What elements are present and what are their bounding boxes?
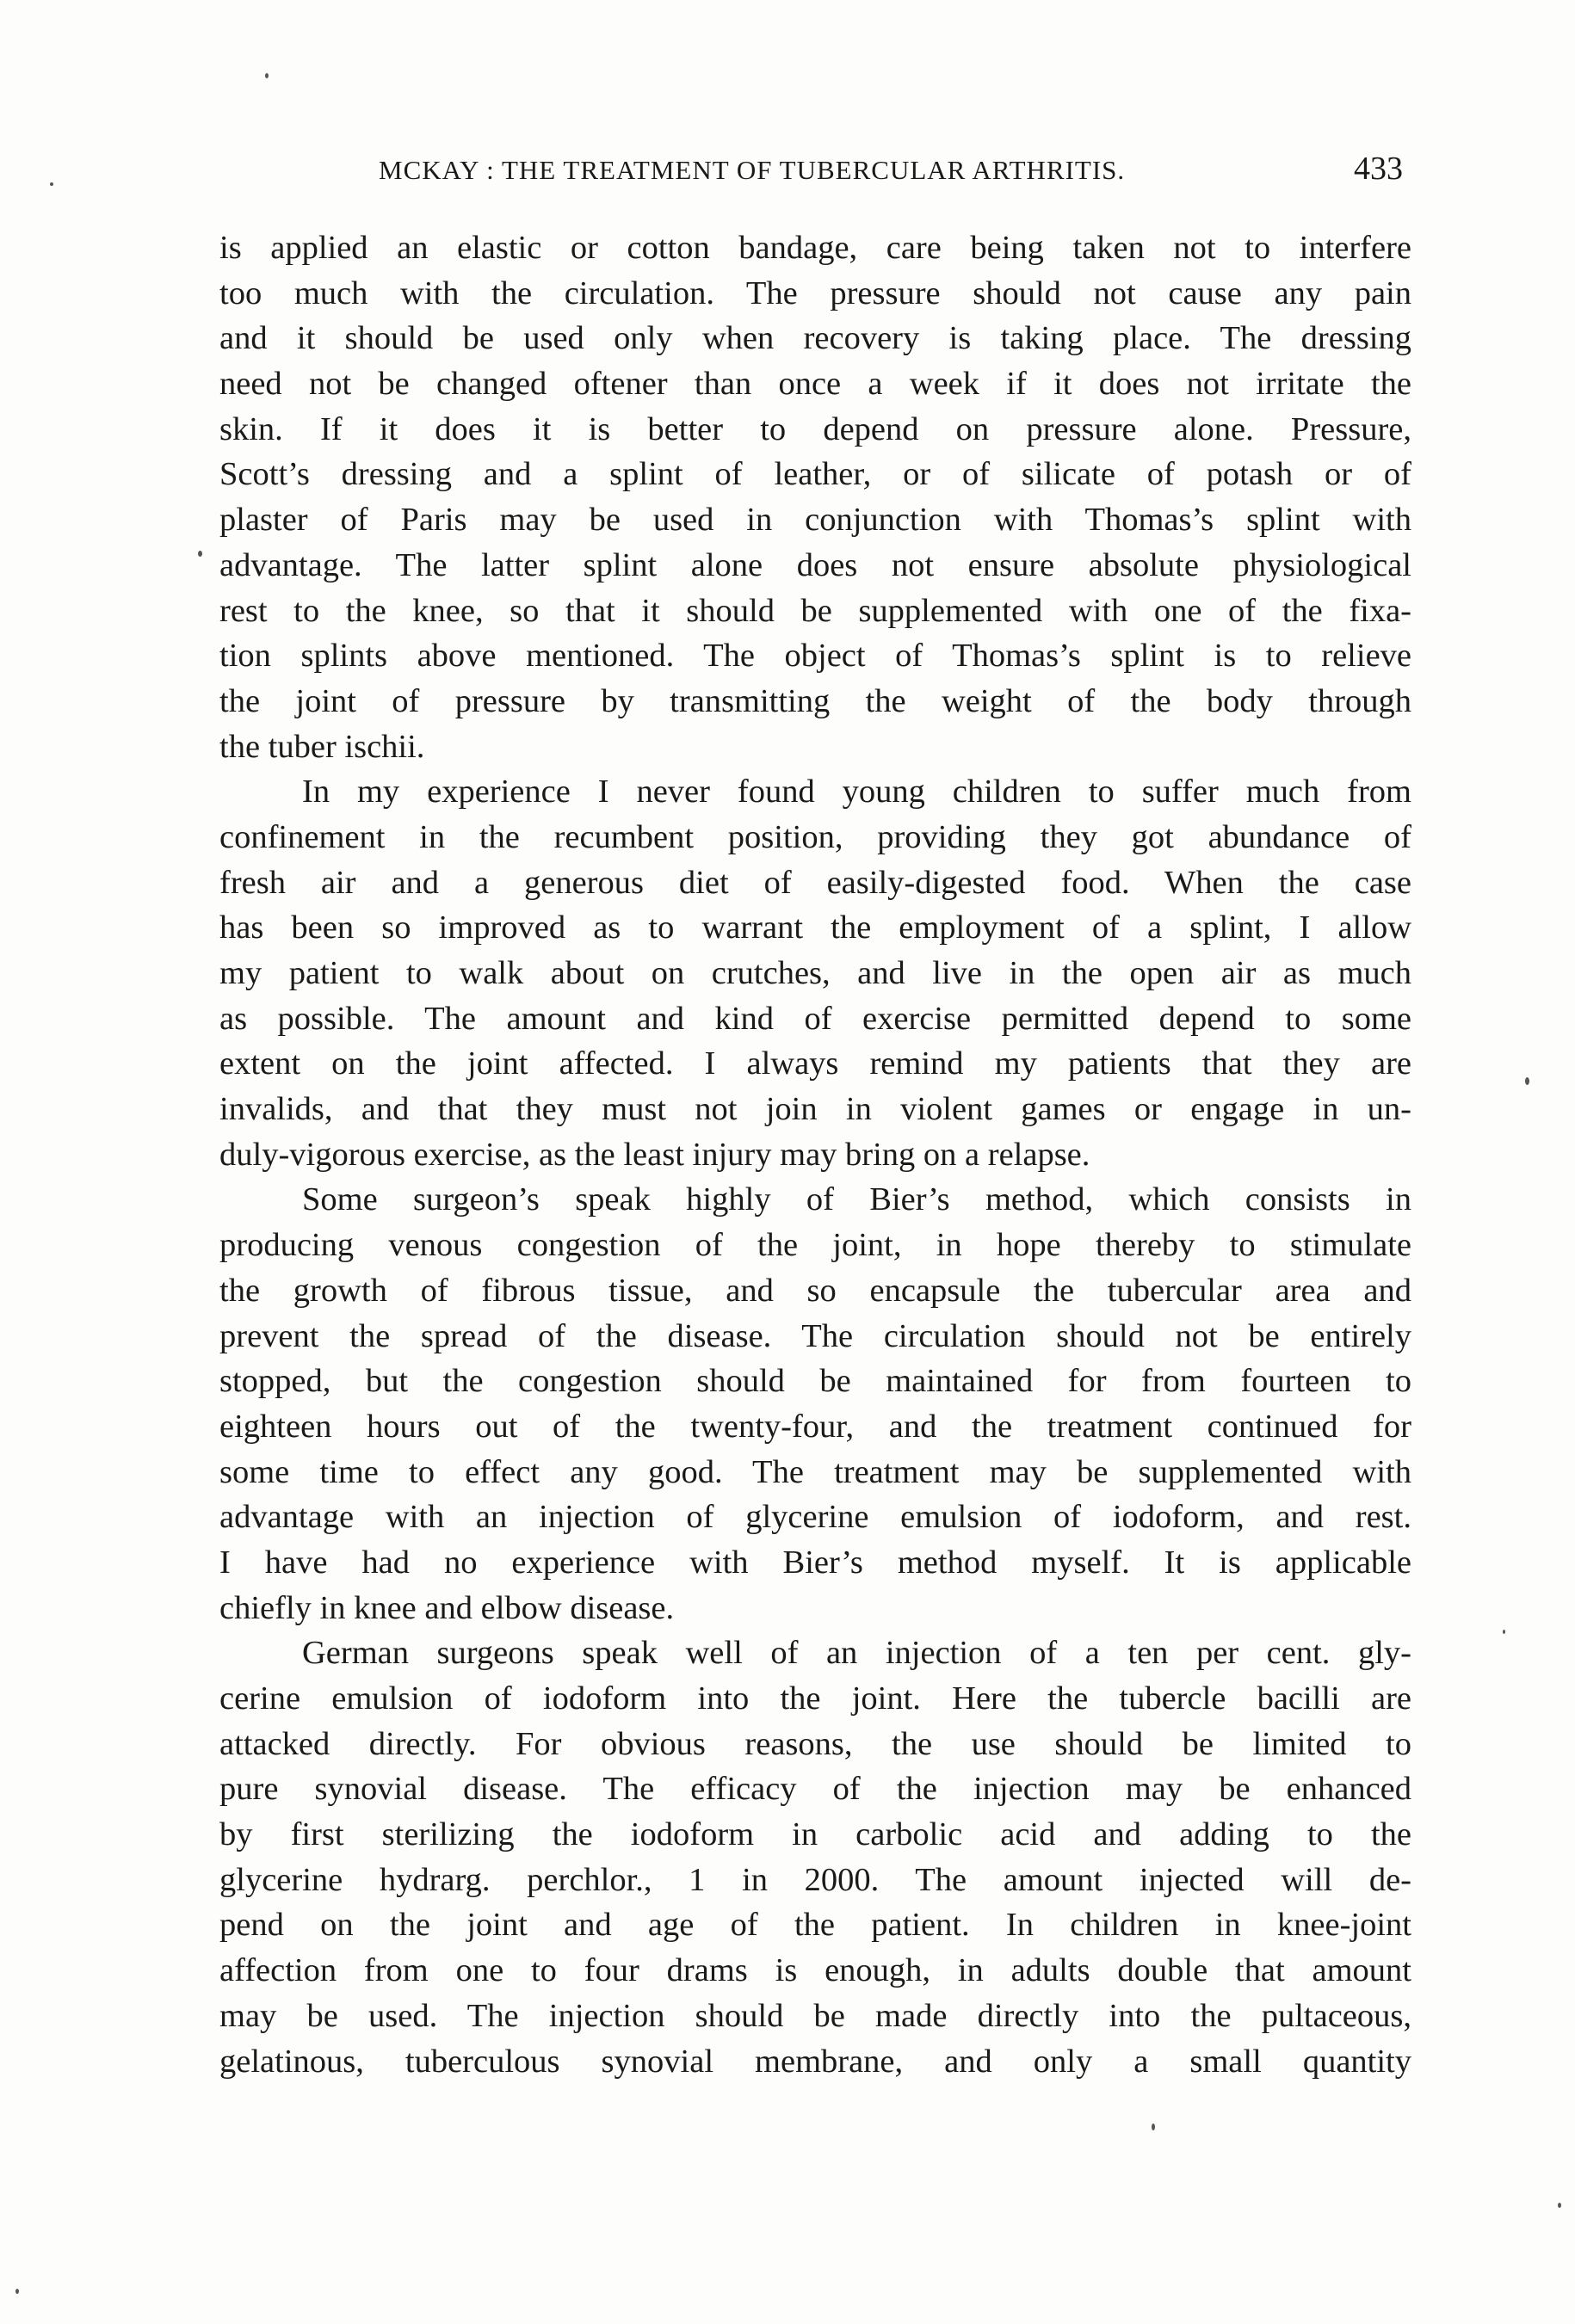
text-line: some time to effect any good. The treatment may be supplemented with [219,1453,1411,1490]
paragraph-3 [219,1177,1411,1630]
text-line: Scott’s dressing and a splint of leather, or of silicate of potash or of [219,456,1411,493]
text-line: invalids, and that they must not join in violent games or engage in un- [219,1091,1411,1128]
text-line: too much with the circulation. The pressure should not cause any pain [219,274,1411,311]
text-line: tion splints above mentioned. The object of Thomas’s splint is to relieve [219,638,1411,675]
text-line: plaster of Paris may be used in conjunction with Thomas’s splint with [219,502,1411,539]
scan-speck [198,551,202,557]
scan-speck [1558,2203,1561,2208]
text-line: attacked directly. For obvious reasons, the use should be limited to [219,1725,1411,1762]
scan-speck [1503,1630,1505,1634]
text-line: fresh air and a generous diet of easily-digested food. When the case [219,864,1411,901]
text-line: is applied an elastic or cotton bandage, care being taken not to interfere [219,230,1411,266]
scan-speck [15,2289,19,2294]
text-line: gelatinous, tuberculous synovial membrane, and only a small quantity [219,2043,1411,2080]
text-line: stopped, but the congestion should be maintained for from fourteen to [219,1363,1411,1400]
text-line: my patient to walk about on crutches, and live in the open air as much [219,955,1411,991]
text-line: producing venous congestion of the joint, in hope thereby to stimulate [219,1227,1411,1264]
page-number: 433 [1354,151,1403,187]
text-line: the joint of pressure by transmitting the weight of the body through [219,682,1411,719]
scan-speck [50,182,53,186]
text-line: as possible. The amount and kind of exercise permitted depend to some [219,1000,1411,1037]
body-text [219,225,1411,2084]
text-line: eighteen hours out of the twenty-four, and the treatment continued for [219,1408,1411,1445]
running-title: MCKAY : THE TREATMENT OF TUBERCULAR ARTHRITIS. [379,155,1126,185]
text-line: Some surgeon’s speak highly of Bier’s method, which consists in [302,1181,1411,1218]
text-line: pure synovial disease. The efficacy of the injection may be enhanced [219,1771,1411,1808]
scan-speck [265,73,269,78]
text-line: pend on the joint and age of the patient. In children in knee-joint [219,1907,1411,1944]
running-header [379,151,1403,198]
text-line: skin. If it does it is better to depend on pressure alone. Pressure, [219,410,1411,447]
text-line: cerine emulsion of iodoform into the joint. Here the tubercle bacilli are [219,1680,1411,1717]
text-line: extent on the joint affected. I always remind my patients that they are [219,1045,1411,1082]
text-line: German surgeons speak well of an injection of a ten per cent. gly- [302,1635,1411,1672]
text-line: the growth of fibrous tissue, and so encapsule the tubercular area and [219,1272,1411,1309]
paragraph-1 [219,225,1411,769]
text-line: advantage. The latter splint alone does not ensure absolute physiological [219,546,1411,583]
text-line: confinement in the recumbent position, providing they got abundance of [219,818,1411,855]
text-line: advantage with an injection of glycerine emulsion of iodoform, and rest. [219,1499,1411,1536]
paragraph-2 [219,769,1411,1177]
text-line: In my experience I never found young children to suffer much from [302,774,1411,811]
text-line: and it should be used only when recovery is taking place. The dressing [219,320,1411,357]
text-line: affection from one to four drams is enough, in adults double that amount [219,1952,1411,1989]
text-line: has been so improved as to warrant the employment of a splint, I allow [219,909,1411,946]
text-line: the tuber ischii. [219,728,425,765]
text-line: need not be changed oftener than once a week if it does not irritate the [219,366,1411,403]
text-line: chiefly in knee and elbow disease. [219,1589,675,1626]
text-line: glycerine hydrarg. perchlor., 1 in 2000. The amount injected will de- [219,1861,1411,1898]
paragraph-4 [219,1630,1411,2084]
text-line: duly-vigorous exercise, as the least injury may bring on a relapse. [219,1136,1090,1173]
text-line: rest to the knee, so that it should be supplemented with one of the fixa- [219,592,1411,629]
text-line: prevent the spread of the disease. The circulation should not be entirely [219,1317,1411,1354]
text-line: may be used. The injection should be made directly into the pultaceous, [219,1997,1411,2034]
scan-speck [1525,1077,1529,1085]
text-line: I have had no experience with Bier’s method myself. It is applicable [219,1544,1411,1581]
text-line: by first sterilizing the iodoform in carbolic acid and adding to the [219,1816,1411,1853]
scan-speck [1152,2124,1155,2130]
